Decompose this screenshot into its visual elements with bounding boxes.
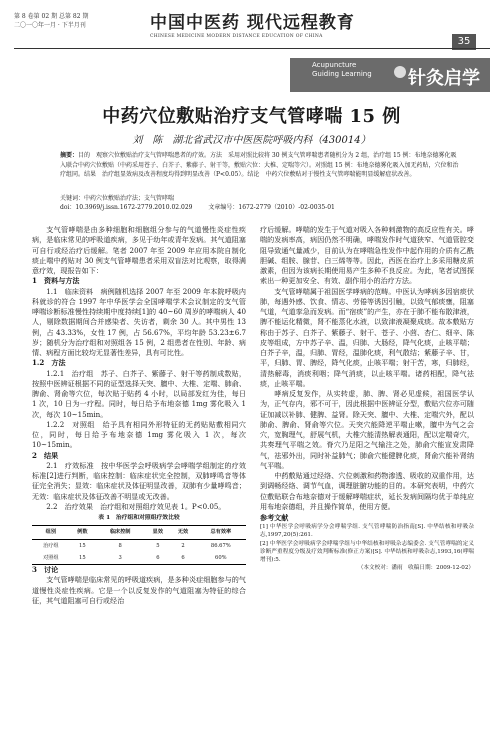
banner-english-line1: Acupuncture [312, 61, 357, 69]
references-list [260, 523, 474, 572]
editor-note: （本文校对：潘雨 收稿日期：2009-12-02） [357, 565, 474, 572]
table-header-cell: 总有效率 [210, 529, 232, 536]
table-cell: 6 [181, 554, 185, 561]
section-heading: 3 讨论 [32, 565, 59, 574]
paragraph-conclusion: 中药敷贴通过经络、穴位刺激和药物渗透、吸收的双重作用，达到调畅经络、调节气血，调理脏腑功能的目的。本研究表明，中药穴位敷贴联合布地奈德对于缓解哮喘症状，延长发病间隔均优于单纯应用布地奈德组，并且操作简单，使用方便。 [260, 471, 474, 511]
table-cell: 86.67% [210, 542, 231, 549]
table-cell: 2 [181, 542, 185, 549]
paragraph-treatment-effect: 2.2 治疗效果 治疗组和对照组疗效见表 1。P<0.05。 [46, 501, 226, 511]
table-header-cell: 临床控制 [109, 529, 131, 536]
table-cell: 6 [156, 554, 160, 561]
table-caption: 表 1 治疗组和对照组疗效比较 [98, 515, 180, 521]
paragraph-tcm-theory: 支气管哮喘属于祖国医学哮病的范畴。中医认为哮病多因宿痰伏肺，每遇外感、饮食、情志、劳倦等诱因引触，以致气郁痰壅，阻塞气道，气道挛急而发病。而“宿痰”的产生，亦在于肺不能布散津液，脾不能运化精微，肾不能蒸化水液，以致津液凝聚成痰。故本敷贴方称由于苏子、白芥子、紫藤子、射干、苍子、小茴、杏仁、细辛、陈皮等组成，方中苏子辛、温，归肺、大肠经，降气化痰，止咳平喘；白芥子辛，温，归肺、胃经，温肺化痰，利气散结；紫藤子辛、甘，平，归肺、胃、脾经，降气化痰，止咳平喘；射干苦，寒，归肺经，清热解毒，消痰利咽；降气消痰，以止咳平喘。诸药相配，降气祛痰，止咳平喘。 [260, 286, 474, 388]
banner-english [312, 61, 372, 79]
intro-paragraph: 支气管哮喘是由多种细胞和细胞组分参与的气道慢性炎症性疾病，是临床常见的呼吸道疾病，多见于幼年或青年发病。其气道阻塞可自行或经治疗后缓解。笔者 2007 年至 2009 年应用本院自制化痰止喘中药贴对 30 例支气管哮喘患者采用双盲法对比观察，取得满意疗效，现报告如下： [32, 225, 246, 275]
left-column [32, 225, 246, 606]
paragraph-acupoints: 哮病反复发作，从实转虚，肺、脾、肾必见虚候，祖国医学认为，正气存内，邪不可干，因此根据中医辨证分型，敷贴穴位亦可随证加减以补肺、健脾、益肾。除天突、膻中、大椎、定喘穴外，配以肺俞、脾俞、肾俞等穴位。天突穴能降逆平喘止嗽，膻中为气之会穴，宽胸理气，舒展气机，大椎穴能清热解表通阳，配以定喘奇穴，共奏理气平喘之效。脊穴乃足阳之气输注之处，肺俞穴能宣发肃降气，祛邪外出，同时补益肺气；肺俞穴能健脾化痰，肾俞穴能补肾纳气平喘。 [260, 389, 474, 470]
journal-logo [150, 8, 380, 38]
table-header-cell: 显效 [152, 529, 164, 536]
table-header-row [32, 526, 246, 539]
table-cell: 15 [79, 542, 86, 549]
reference-item: [1] 中华医学会呼吸病学分会哮喘学组. 支气管哮喘防治指南[S]. 中华结核和呼吸杂志,1997,20(5):261. [260, 524, 474, 539]
table-header-cell: 无效 [177, 529, 189, 536]
table-row [32, 539, 246, 552]
section-heading: 2 结果 [32, 450, 59, 460]
article-title: 中药穴位敷贴治疗支气管哮喘 15 例 [102, 106, 401, 127]
article-keywords: 关键词：中药穴位敷贴治疗法；支气管哮喘 [60, 195, 175, 202]
journal-logo-text: 中国中医药 现代远程教育 [150, 13, 355, 33]
section-banner [290, 58, 490, 92]
abstract-label: 摘要： [60, 152, 79, 159]
table-row [32, 552, 246, 565]
reference-item: [2] 中华医学会呼吸病学会哮喘学组与中华结核和呼吸杂志编委会. 支气管哮喘的定义诊断严重程度分级及疗效判断标准(修正方案)[S]. 中华结核和呼吸杂志,1993,16(哮喘增刊):5. [260, 540, 474, 564]
paragraph-discussion-cont: 疗后缓解。哮喘的发生于气道对吸入各种刺激物的高反应性有关。哮喘的发病率高，病因仍然不明确，哮喘发作时气道狭窄、气道管腔变阻导致通气量减少，目前认为在哮喘急性发作中起作用的介质有乙酰胆碱、组胺、腺苷、白三烯等等。因此，西医在治疗上多采用糖皮质激素，但因为该病长期使用易产生多种不良反应。为此，笔者试图探索出一种更加安全、有效、副作用小的治疗方法。 [260, 225, 474, 286]
abstract-text: 目的 观察穴位敷贴治疗支气管哮喘患者的疗效。方法 采用对照比较将 30 例支气管哮喘患者随机分为 2 组，治疗组 15 例：布地奈德雾化吸入联合中药穴位敷贴（中药采用苍子、白芥子、紫藤子、射干等，敷贴穴位：大椎、定喘等穴）。对照组 15 例：布地奈德雾化吸入加无药贴，穴位和治疗组同。结果 治疗组显效病及改善程度均得到明显改善（P<0.05）。结论 中药穴位敷贴对于慢性支气管哮喘能明显缓解症状改善。 [60, 152, 459, 179]
table-cell: 对照组 [43, 554, 59, 561]
table-cell: 8 [118, 542, 122, 549]
section-heading: 1 资料与方法 [32, 276, 80, 286]
right-column [260, 225, 474, 572]
paragraph-discussion: 支气管哮喘是临床常见的呼吸道疾病，是多种炎症细胞参与的气道慢性炎症性疾病。它是一个以反复发作的气道阻塞为特征的综合征，其气道阻塞可自行或经治 [32, 575, 246, 605]
table-cell: 3 [118, 554, 122, 561]
section-heading: 1.2 方法 [32, 358, 66, 368]
banner-english-line2: Guiding Learning [312, 70, 372, 78]
journal-logo-english: CHINESE MEDICINE MODERN DISTANCE EDUCATION OF CHINA [150, 34, 323, 39]
table-header-cell: 例数 [77, 529, 88, 536]
references-heading: 参考文献 [260, 513, 289, 522]
journal-issue-line: 第 8 卷第 02 期 总第 82 期 [14, 13, 89, 20]
journal-date-line: 二〇一〇年一月 · 下半月刊 [14, 22, 86, 29]
table-cell: 15 [79, 554, 86, 561]
article-meta [60, 203, 460, 212]
banner-section-title: 针灸启学 [408, 68, 480, 89]
article-number: 文章编号：1672-2779（2010）-02-0035-01 [208, 204, 335, 211]
article-authors: 刘 陈 湖北省武汉市中医医院呼吸内科（430014） [132, 135, 371, 146]
table-cell: 60% [215, 554, 227, 561]
table-cell: 治疗组 [43, 542, 59, 549]
paragraph-clinical-data: 1.1 临床资料 病例随机选择 2007 年至 2009 年本院呼吸内科就诊的符合 1997 年中华医学会全国哮喘学术会议制定的支气管哮喘诊断标准慢性持续期中度持续[1]的 40~60 周岁的哮喘病人 40 人，剔除数据期间合并感染者、失访者，剩余 30 人。其中男性 13 例，占 43.33%，女性 17 例，占 56.67%，平均年龄 53.23±6.7 岁；随机分为治疗组和对照组各 15 例，2 组患者在性别、年龄、病情、病程方面比较均无显著性差异，具有可比性。 [32, 286, 246, 357]
acupuncture-icon [394, 66, 406, 78]
results-table [32, 525, 246, 565]
paragraph-control-group: 1.2.2 对照组 给予具有相同外形特征的无药贴贴敷相同穴位，同时，每日给予布地奈德 1mg 雾化吸入 1 次，每次 10~15min。 [32, 419, 246, 450]
table-header-cell: 组别 [45, 529, 57, 536]
table-cell: 5 [156, 542, 160, 549]
paragraph-treatment-group: 1.2.1 治疗组 苏子、白芥子、紫藤子、射干等药制成数贴，按照中医辨证根据不同的证型选择天突、膻中、大椎、定喘、肺俞、脾俞、肾俞等穴位，每次贴于贴药 4 小时，以局部发红为佳，每日 1 次，10 日为一疗程。同时，每日给予布地奈德 1mg 雾化吸入 1 次，每次 10~15min。 [32, 368, 246, 419]
article-doi: doi：10.3969/j.issn.1672-2779.2010.02.029 [60, 204, 193, 211]
article-abstract [60, 151, 460, 180]
journal-issue-info [14, 12, 88, 30]
header-divider [14, 48, 490, 49]
page-number: 35 [452, 34, 476, 50]
paragraph-efficacy-criteria: 2.1 疗效标准 按中华医学会呼吸病学会哮喘学组制定的疗效标准[2]进行判断，临床控制：临床症状完全控制，双肺哮鸣音等体征完全消失；显效：临床症状及体征明显改善，双肺有少量哮鸣音；无效：临床症状及体征改善不明显或无改善。 [32, 460, 246, 501]
